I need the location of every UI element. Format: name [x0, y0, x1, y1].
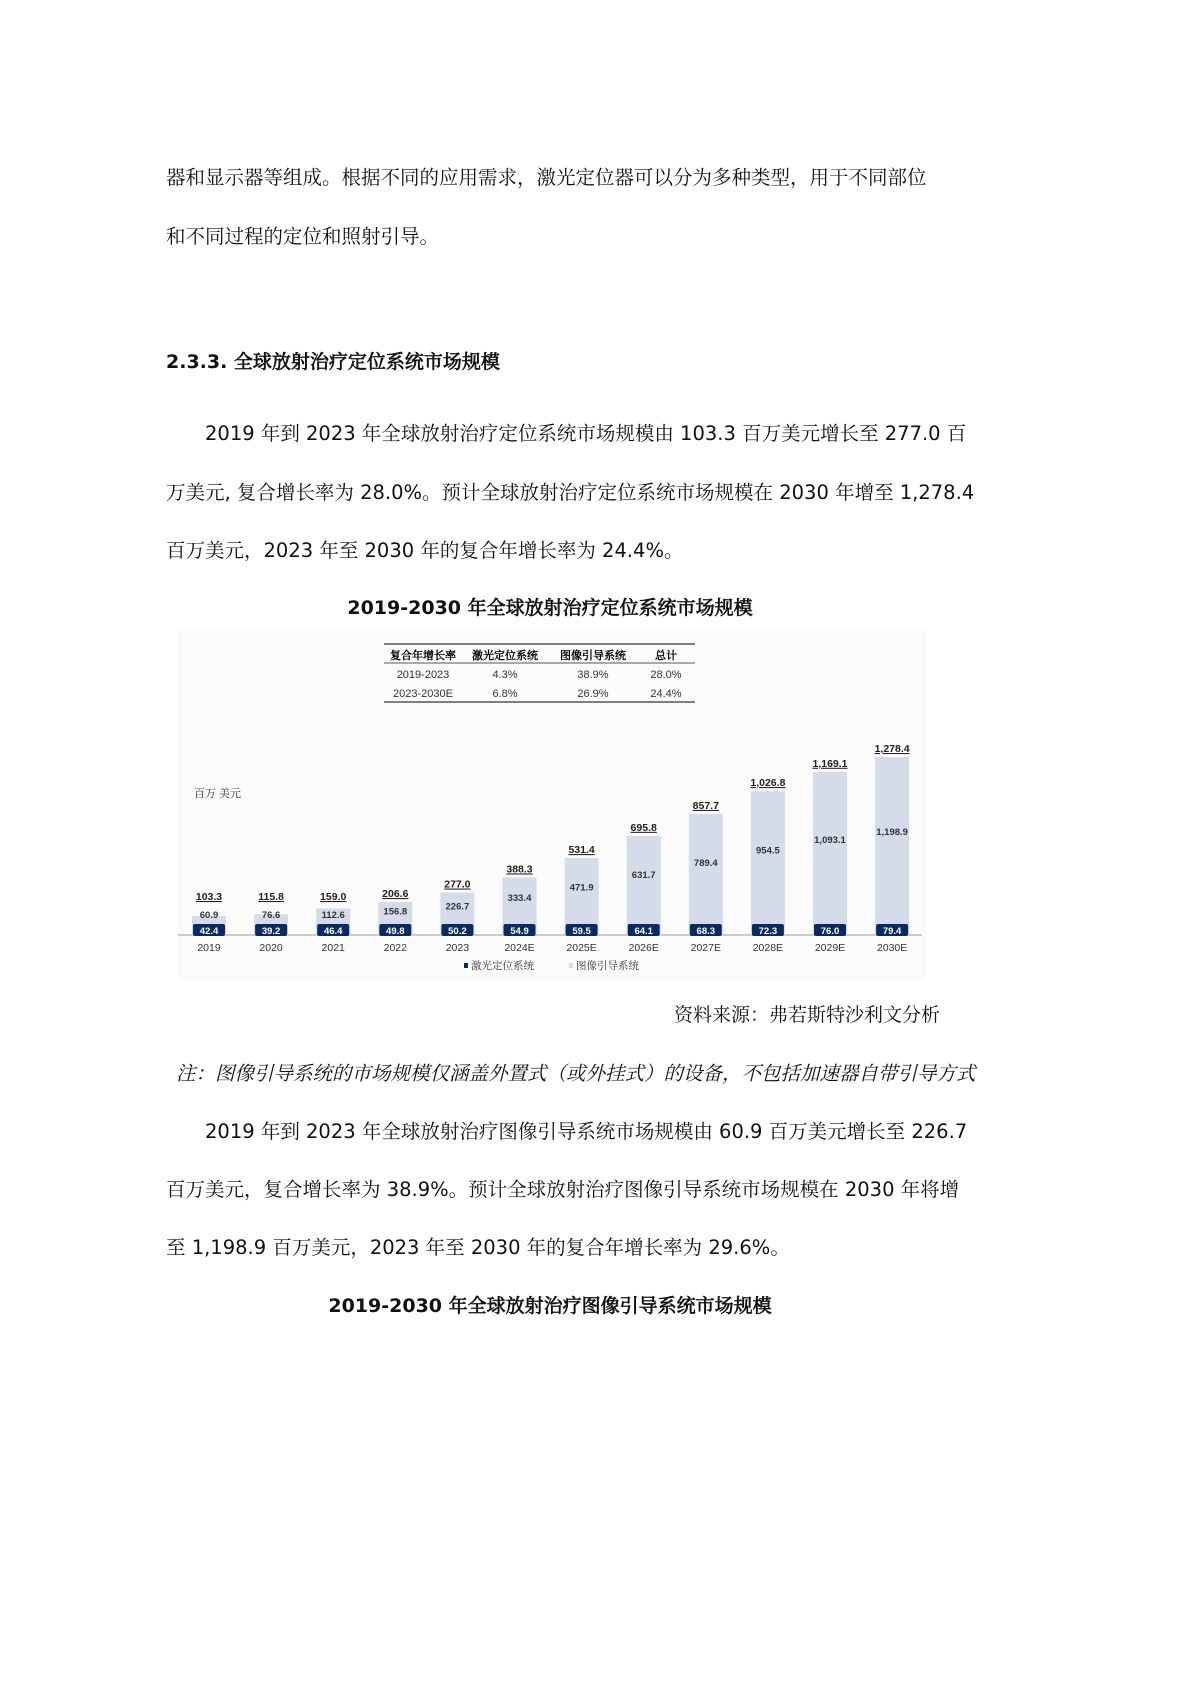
bar-image-guidance — [751, 791, 785, 935]
laser-label: 68.3 — [696, 926, 716, 937]
x-tick-label: 2022 — [383, 942, 407, 954]
section-heading: 2.3.3. 全球放射治疗定位系统市场规模 — [166, 351, 500, 373]
laser-label: 79.4 — [882, 926, 902, 937]
legend-swatch-laser — [464, 963, 468, 968]
x-tick-label: 2023 — [445, 942, 470, 954]
image-label: 112.6 — [321, 910, 345, 921]
paragraph-line: 百万美元，2023 年至 2030 年的复合年增长率为 24.4%。 — [166, 539, 684, 562]
x-tick-label: 2019 — [197, 942, 221, 954]
note-text: 注：图像引导系统的市场规模仅涵盖外置式（或外挂式）的设备，不包括加速器自带引导方式 — [176, 1062, 976, 1085]
paragraph-line: 和不同过程的定位和照射引导。 — [166, 225, 440, 248]
laser-label: 39.2 — [261, 926, 281, 937]
total-label: 1,026.8 — [750, 777, 786, 790]
x-tick-label: 2021 — [321, 942, 345, 954]
total-label: 695.8 — [630, 821, 657, 834]
total-label: 388.3 — [506, 863, 533, 876]
laser-label: 72.3 — [758, 926, 778, 937]
paragraph-line: 至 1,198.9 百万美元，2023 年至 2030 年的复合年增长率为 29.6%。 — [166, 1236, 790, 1259]
bar-chart — [178, 630, 926, 982]
image-label: 1,198.9 — [876, 826, 908, 838]
chart-svg — [178, 630, 926, 982]
table-header: 激光定位系统 — [472, 650, 538, 662]
total-label: 1,169.1 — [812, 757, 848, 770]
image-label: 60.9 — [199, 910, 219, 921]
total-label: 857.7 — [692, 799, 719, 812]
x-tick-label: 2026E — [628, 942, 659, 954]
total-label: 115.8 — [258, 891, 284, 903]
image-label: 226.7 — [445, 901, 470, 913]
source-text: 资料来源：弗若斯特沙利文分析 — [673, 1004, 940, 1026]
table-cell: 26.9% — [577, 688, 609, 700]
total-label: 206.6 — [382, 888, 409, 901]
bar-image-guidance — [565, 858, 599, 935]
image-label: 333.4 — [507, 893, 532, 905]
laser-label: 64.1 — [634, 926, 653, 937]
image-label: 631.7 — [631, 870, 656, 882]
image-label: 789.4 — [693, 858, 718, 870]
x-tick-label: 2028E — [752, 942, 784, 954]
x-tick-label: 2027E — [690, 942, 721, 954]
paragraph-line: 2019 年到 2023 年全球放射治疗定位系统市场规模由 103.3 百万美元增长至 277.0 百 — [205, 422, 967, 445]
bar-image-guidance — [875, 757, 909, 935]
image-label: 954.5 — [756, 845, 780, 857]
chart-title: 2019-2030 年全球放射治疗定位系统市场规模 — [347, 597, 753, 619]
laser-label: 59.5 — [572, 926, 591, 937]
x-tick-label: 2025E — [566, 942, 597, 954]
table-cell: 24.4% — [650, 688, 682, 700]
legend-laser: 激光定位系统 — [471, 960, 534, 972]
legend-image: 图像引导系统 — [576, 960, 639, 972]
total-label: 159.0 — [320, 891, 347, 903]
image-label: 156.8 — [383, 906, 408, 918]
table-cell: 2023-2030E — [393, 688, 453, 700]
total-label: 1,278.4 — [874, 743, 910, 756]
laser-label: 54.9 — [510, 926, 529, 937]
bar-image-guidance — [813, 772, 847, 935]
total-label: 103.3 — [195, 891, 223, 903]
image-label: 471.9 — [569, 882, 594, 894]
laser-label: 46.4 — [323, 926, 343, 937]
paragraph-line: 万美元, 复合增长率为 28.0%。预计全球放射治疗定位系统市场规模在 2030 年增至 1,278.4 — [166, 481, 975, 504]
table-header: 复合年增长率 — [390, 650, 456, 662]
x-tick-label: 2024E — [504, 942, 535, 954]
image-label: 1,093.1 — [814, 834, 846, 846]
laser-label: 50.2 — [448, 926, 467, 937]
total-label: 277.0 — [444, 878, 471, 891]
laser-label: 42.4 — [199, 926, 219, 937]
legend-swatch-image — [569, 963, 573, 968]
paragraph-line: 百万美元，复合增长率为 38.9%。预计全球放射治疗图像引导系统市场规模在 2030 年将增 — [166, 1178, 960, 1201]
y-axis-label: 百万 美元 — [194, 788, 242, 800]
x-tick-label: 2030E — [876, 942, 908, 954]
x-tick-label: 2029E — [814, 942, 846, 954]
x-tick-label: 2020 — [259, 942, 283, 954]
paragraph-line: 2019 年到 2023 年全球放射治疗图像引导系统市场规模由 60.9 百万美元增长至 226.7 — [205, 1120, 968, 1143]
paragraph-line: 器和显示器等组成。根据不同的应用需求，激光定位器可以分为多种类型，用于不同部位 — [166, 166, 927, 189]
bar-image-guidance — [689, 814, 723, 935]
chart-title-2: 2019-2030 年全球放射治疗图像引导系统市场规模 — [328, 1295, 772, 1317]
table-cell: 4.3% — [492, 669, 518, 681]
table-cell: 6.8% — [492, 688, 518, 700]
table-cell: 2019-2023 — [396, 669, 450, 681]
image-label: 76.6 — [261, 910, 281, 921]
table-header: 图像引导系统 — [560, 650, 626, 662]
table-cell: 38.9% — [577, 669, 609, 681]
total-label: 531.4 — [568, 844, 595, 857]
table-header: 总计 — [655, 650, 677, 662]
laser-label: 76.0 — [820, 926, 840, 937]
bar-image-guidance — [627, 836, 661, 935]
laser-label: 49.8 — [386, 926, 405, 937]
table-cell: 28.0% — [650, 669, 682, 681]
